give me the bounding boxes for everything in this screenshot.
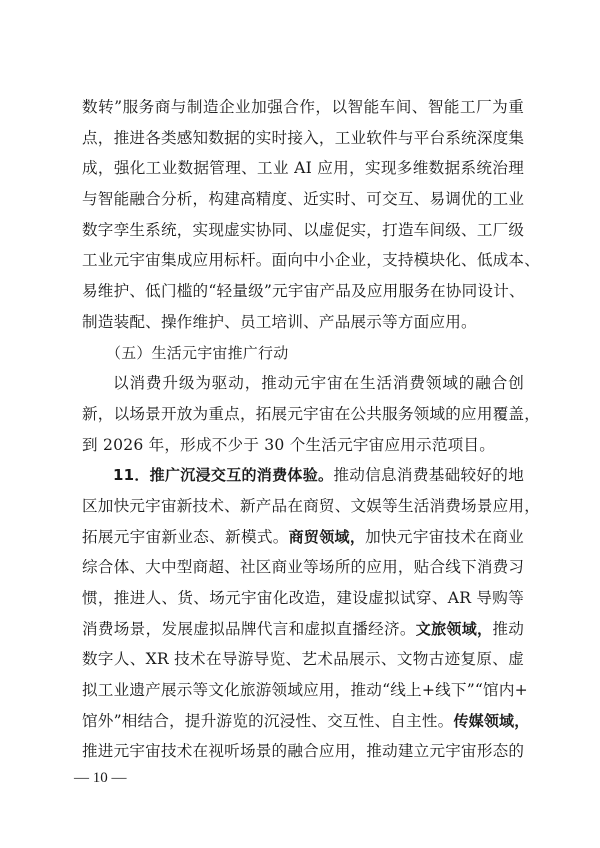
text-line: 拟工业遗产展示等文化旅游领域应用，推动“线上+线下”“馆内+ <box>82 681 528 700</box>
text-line: 易维护、低门槛的“轻量级”元宇宙产品及应用服务在协同设计、 <box>82 282 525 301</box>
body-text <box>82 92 541 767</box>
text-line: 综合体、大中型商超、社区商业等场所的应用，贴合线下消费习 <box>82 558 525 577</box>
domain-label: 传媒领域， <box>453 711 530 730</box>
text-line: 工业元宇宙集成应用标杆。面向中小企业，支持模块化、低成本、 <box>82 251 541 270</box>
text-line: 制造装配、操作维护、员工培训、产品展示等方面应用。 <box>82 312 477 331</box>
text-line: 数转”服务商与制造企业加强合作，以智能车间、智能工厂为重 <box>82 98 524 116</box>
text-line: 推进元宇宙技术在视听场景的融合应用，推动建立元宇宙形态的 <box>82 742 525 761</box>
text-line: 数字人、XR 技术在导游导览、艺术品展示、文物古迹复原、虚 <box>82 650 524 669</box>
text-line: 以消费升级为驱动，推动元宇宙在生活消费领域的融合创 <box>113 374 524 393</box>
text-line: 数字孪生系统，实现虚实协同、以虚促实，打造车间级、工厂级 <box>82 220 525 239</box>
item-heading: 11．推广沉浸交互的消费体验。 <box>113 466 334 485</box>
text-line: 拓展元宇宙新业态、新模式。商贸领域，加快元宇宙技术在商业 <box>82 527 524 546</box>
text-line: 成，强化工业数据管理、工业 AI 应用，实现多维数据系统治理 <box>82 159 524 178</box>
text-line: 11．推广沉浸交互的消费体验。推动信息消费基础较好的地 <box>113 466 524 485</box>
text-line: 区加快元宇宙新技术、新产品在商贸、文娱等生活消费场景应用， <box>82 496 541 515</box>
page-number: — 10 — <box>74 770 127 786</box>
text-line: 到 2026 年，形成不少于 30 个生活元宇宙应用示范项目。 <box>82 435 496 454</box>
text-line: 新，以场景开放为重点，拓展元宇宙在公共服务领域的应用覆盖， <box>82 404 541 423</box>
domain-label: 商贸领域， <box>288 527 366 546</box>
text-line: 惯，推进人、货、场元宇宙化改造，建设虚拟试穿、AR 导购等 <box>82 589 524 607</box>
text-line: 消费场景，发展虚拟品牌代言和虚拟直播经济。文旅领域，推动 <box>82 619 525 638</box>
section-heading: （五）生活元宇宙推广行动 <box>106 343 289 362</box>
text-line: 馆外”相结合，提升游览的沉浸性、交互性、自主性。传媒领域， <box>82 711 530 730</box>
text-line: 与智能融合分析，构建高精度、近实时、可交互、易调优的工业 <box>82 190 525 209</box>
text-line: 点，推进各类感知数据的实时接入，工业软件与平台系统深度集 <box>82 128 525 147</box>
domain-label: 文旅领域， <box>415 619 493 638</box>
